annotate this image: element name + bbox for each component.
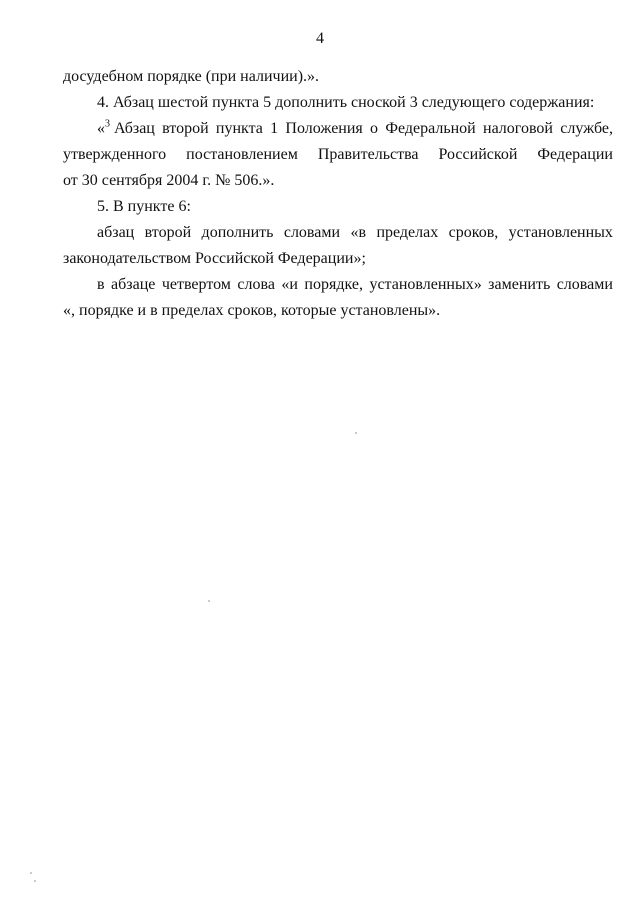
page-number: 4 (316, 30, 324, 47)
word: пункта (215, 120, 263, 137)
word: пределах (376, 224, 439, 241)
sub2-line-2: «, порядке и в пределах сроков, которые установлены». (63, 302, 441, 319)
sub1-line-1 (63, 220, 613, 246)
word: второй (144, 224, 192, 241)
footnote-marker: 3 (105, 118, 110, 130)
word: Федерации (537, 146, 613, 163)
footnote-line-2 (63, 142, 613, 168)
word: «и (281, 276, 298, 293)
paragraph-item-5-sub-2 (63, 272, 613, 324)
word: постановлением (186, 146, 298, 163)
word: словами (283, 224, 341, 241)
word: слова (237, 276, 275, 293)
sub1-line-2: законодательством Российской Федерации»; (63, 250, 366, 267)
word: Российской (438, 146, 518, 163)
paragraph-footnote-text (63, 116, 613, 194)
word: Положения (285, 120, 363, 137)
word: установленных» (369, 276, 482, 293)
paragraph-item-5-sub-1 (63, 220, 613, 272)
footnote-first-word (97, 116, 155, 142)
sub2-line-1 (63, 272, 613, 298)
word: Федеральной (385, 120, 476, 137)
word: о (370, 120, 379, 137)
paragraph-continuation: досудебном порядке (при наличии).». (63, 68, 320, 85)
footnote-line-1 (63, 116, 613, 142)
paragraph-item-4: 4. Абзац шестой пункта 5 дополнить сноской 3 следующего содержания: (97, 94, 595, 111)
word: абзаце (111, 276, 156, 293)
scan-speck (30, 872, 32, 874)
footnote-line-3: от 30 сентября 2004 г. № 506.». (63, 172, 275, 189)
word: заменить (488, 276, 551, 293)
word: в (97, 276, 105, 293)
word: порядке, (304, 276, 363, 293)
word: четвертом (161, 276, 231, 293)
word: дополнить (201, 224, 274, 241)
word: абзац (97, 224, 135, 241)
open-quote: « (97, 120, 105, 137)
word: 1 (270, 120, 279, 137)
word: установленных (508, 224, 613, 241)
word: Абзац (114, 120, 155, 137)
word: службе, (560, 120, 613, 137)
word: Правительства (317, 146, 419, 163)
scan-speck (208, 600, 210, 602)
word: сроков, (448, 224, 499, 241)
word: словами (556, 276, 613, 293)
word: второй (162, 120, 209, 137)
scan-speck (34, 880, 36, 882)
document-body (63, 64, 613, 324)
word: «в (350, 224, 367, 241)
paragraph-item-5: 5. В пункте 6: (97, 198, 191, 215)
scan-speck (355, 432, 357, 434)
word: утвержденного (63, 146, 167, 163)
word: налоговой (483, 120, 553, 137)
